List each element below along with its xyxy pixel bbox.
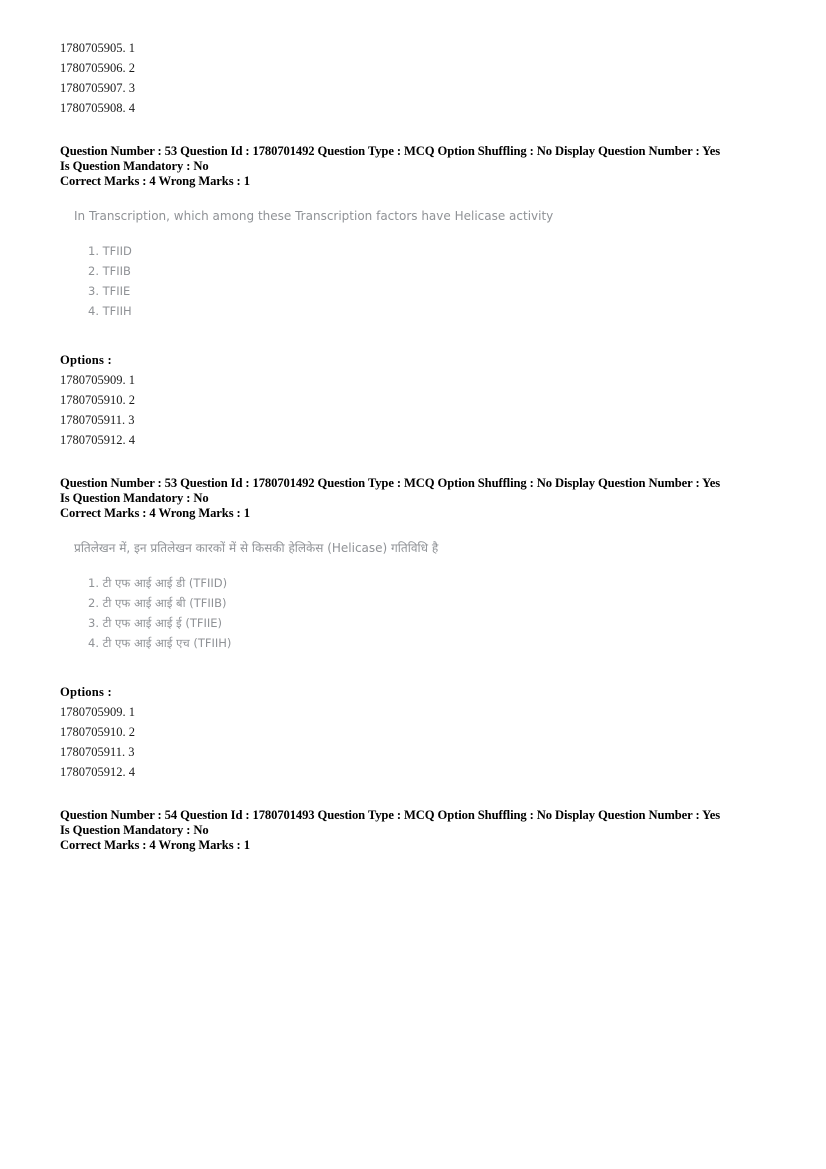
option-id-row: 1780705912. 4 (60, 433, 135, 447)
question-meta-block (60, 808, 774, 853)
option-id-row: 1780705911. 3 (60, 745, 135, 759)
option-id-row: 1780705907. 3 (60, 81, 135, 95)
spacer (60, 450, 774, 476)
question-meta-line-3: Correct Marks : 4 Wrong Marks : 1 (60, 838, 250, 852)
question-meta-block (60, 476, 774, 521)
question-meta-line-1: Question Number : 53 Question Id : 1780701492 Question Type : MCQ Option Shuffling : No Display Question Number : Yes (60, 476, 721, 490)
choice-item: 2. टी एफ आई आई बी (TFIIB) (88, 596, 227, 610)
question-choices (72, 573, 774, 653)
question-text: प्रतिलेखन में, इन प्रतिलेखन कारकों में से किसकी हेलिकेस (Helicase) गतिविधि है (74, 541, 439, 555)
option-id-row: 1780705908. 4 (60, 101, 135, 115)
option-id-row: 1780705910. 2 (60, 393, 135, 407)
options-label: Options : (60, 353, 112, 367)
option-id-list (60, 370, 774, 450)
choice-item: 4. TFIIH (88, 304, 132, 318)
option-id-row: 1780705906. 2 (60, 61, 135, 75)
question-body (60, 207, 774, 321)
option-id-row: 1780705912. 4 (60, 765, 135, 779)
question-meta-line-1: Question Number : 53 Question Id : 1780701492 Question Type : MCQ Option Shuffling : No Display Question Number : Yes (60, 144, 721, 158)
choice-item: 3. टी एफ आई आई ई (TFIIE) (88, 616, 223, 630)
option-id-row: 1780705909. 1 (60, 373, 135, 387)
choice-item: 1. टी एफ आई आई डी (TFIID) (88, 576, 228, 590)
spacer (60, 782, 774, 808)
spacer (60, 329, 774, 339)
choice-item: 2. TFIIB (88, 264, 131, 278)
spacer (60, 661, 774, 671)
option-id-list (60, 702, 774, 782)
question-text: In Transcription, which among these Transcription factors have Helicase activity (74, 209, 554, 223)
question-body (60, 539, 774, 653)
question-meta-line-3: Correct Marks : 4 Wrong Marks : 1 (60, 174, 250, 188)
question-meta-block (60, 144, 774, 189)
choice-item: 3. TFIIE (88, 284, 131, 298)
question-meta-line-2: Is Question Mandatory : No (60, 823, 209, 837)
options-label: Options : (60, 685, 112, 699)
option-id-list-top (60, 38, 774, 118)
question-choices (72, 241, 774, 321)
option-id-row: 1780705910. 2 (60, 725, 135, 739)
question-meta-line-2: Is Question Mandatory : No (60, 159, 209, 173)
spacer (60, 118, 774, 144)
option-id-row: 1780705905. 1 (60, 41, 135, 55)
question-meta-line-3: Correct Marks : 4 Wrong Marks : 1 (60, 506, 250, 520)
choice-item: 4. टी एफ आई आई एच (TFIIH) (88, 636, 232, 650)
question-meta-line-2: Is Question Mandatory : No (60, 491, 209, 505)
option-id-row: 1780705909. 1 (60, 705, 135, 719)
option-id-row: 1780705911. 3 (60, 413, 135, 427)
choice-item: 1. TFIID (88, 244, 132, 258)
question-meta-line-1: Question Number : 54 Question Id : 1780701493 Question Type : MCQ Option Shuffling : No Display Question Number : Yes (60, 808, 721, 822)
